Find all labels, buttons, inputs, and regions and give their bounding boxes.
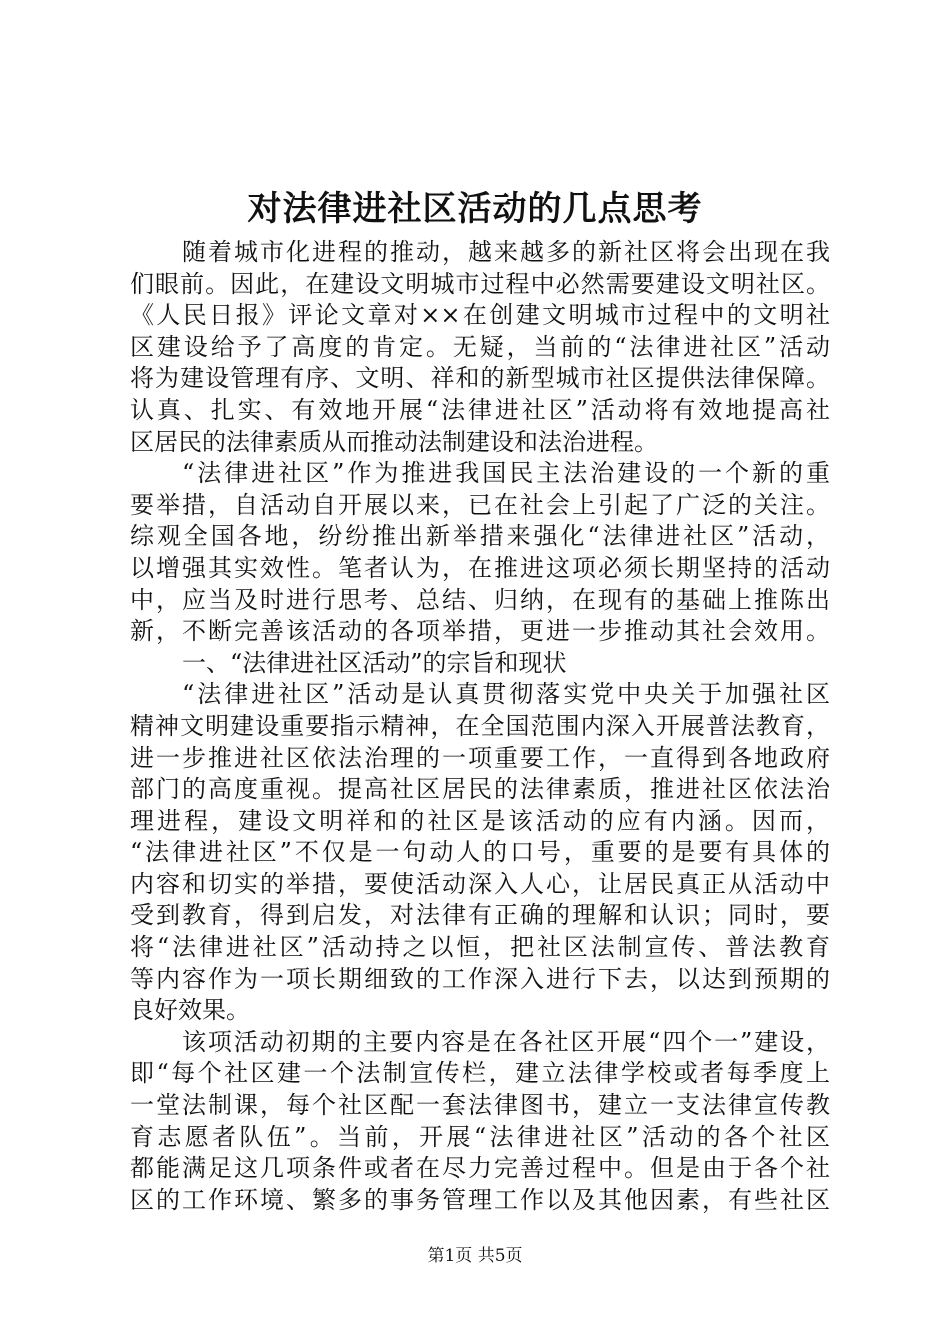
text-line: 育志愿者队伍”。当前，开展“法律进社区”活动的各个社区 [130, 1122, 830, 1151]
text-line: 以增强其实效性。笔者认为，在推进这项必须长期坚持的活动 [130, 553, 830, 582]
text-line: 随着城市化进程的推动，越来越多的新社区将会出现在我 [182, 238, 830, 266]
text-line: 将“法律进社区”活动持之以恒，把社区法制宣传、普法教育 [130, 933, 830, 962]
text-line: 该项活动初期的主要内容是在各社区开展“四个一”建设， [182, 1027, 830, 1056]
page-number-footer: 第1页 共5页 [427, 1246, 523, 1266]
text-line: 进一步推进社区依法治理的一项重要工作，一直得到各地政府 [130, 743, 830, 772]
text-line: 新，不断完善该活动的各项举措，更进一步推动其社会效用。 [130, 617, 830, 646]
text-line: “法律进社区”作为推进我国民主法治建设的一个新的重 [182, 459, 830, 488]
document-body [130, 237, 830, 1216]
section-heading: 一、“法律进社区活动”的宗旨和现状 [182, 648, 567, 677]
text-line: 要举措，自活动自开展以来，已在社会上引起了广泛的关注。 [130, 490, 830, 519]
text-line: 即“每个社区建一个法制宣传栏，建立法律学校或者每季度上 [130, 1059, 830, 1088]
text-line: 综观全国各地，纷纷推出新举措来强化“法律进社区”活动， [130, 522, 830, 551]
text-line: 等内容作为一项长期细致的工作深入进行下去，以达到预期的 [130, 964, 830, 993]
document-title: 对法律进社区活动的几点思考 [247, 189, 703, 229]
text-line: “法律进社区”不仅是一句动人的口号，重要的是要有具体的 [130, 838, 830, 867]
text-line: 认真、扎实、有效地开展“法律进社区”活动将有效地提高社 [130, 395, 830, 424]
text-line: 良好效果。 [130, 996, 250, 1025]
text-line: 将为建设管理有序、文明、祥和的新型城市社区提供法律保障。 [130, 364, 830, 393]
text-line: 内容和切实的举措，要使活动深入人心，让居民真正从活动中 [130, 869, 830, 898]
text-line: 区居民的法律素质从而推动法制建设和法治进程。 [130, 427, 658, 456]
text-line: 区的工作环境、繁多的事务管理工作以及其他因素，有些社区 [130, 1185, 830, 1214]
text-line: 精神文明建设重要指示精神，在全国范围内深入开展普法教育， [130, 711, 830, 740]
text-line: 部门的高度重视。提高社区居民的法律素质，推进社区依法治 [130, 775, 830, 804]
text-line: 一堂法制课，每个社区配一套法律图书，建立一支法律宣传教 [130, 1091, 830, 1120]
text-line: 区建设给予了高度的肯定。无疑，当前的“法律进社区”活动 [130, 332, 830, 361]
text-line: “法律进社区”活动是认真贯彻落实党中央关于加强社区 [182, 680, 830, 709]
text-line: 都能满足这几项条件或者在尽力完善过程中。但是由于各个社 [130, 1154, 830, 1183]
text-line: 们眼前。因此，在建设文明城市过程中必然需要建设文明社区。 [130, 269, 830, 298]
text-line: 《人民日报》评论文章对××在创建文明城市过程中的文明社 [130, 301, 830, 330]
text-line: 中，应当及时进行思考、总结、归纳，在现有的基础上推陈出 [130, 585, 830, 614]
text-line: 理进程，建设文明祥和的社区是该活动的应有内涵。因而， [130, 806, 830, 835]
text-line: 受到教育，得到启发，对法律有正确的理解和认识；同时，要 [130, 901, 830, 930]
